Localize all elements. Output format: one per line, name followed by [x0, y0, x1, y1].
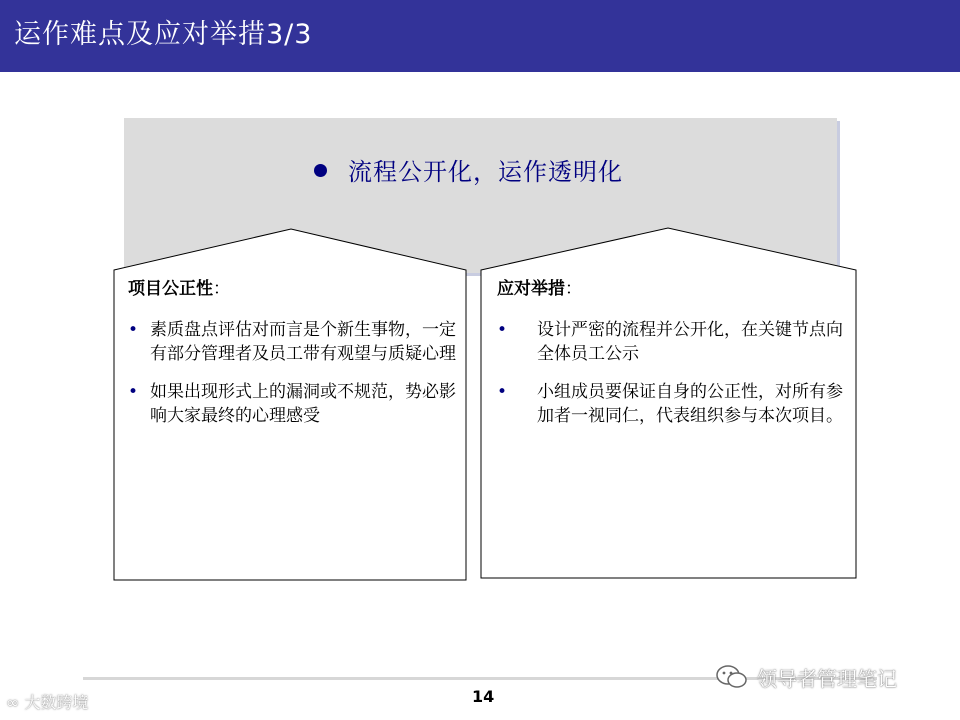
- left-card: [128, 276, 463, 442]
- list-item: • 设计严密的流程并公开化，在关键节点向全体员工公示: [497, 320, 843, 364]
- right-card-heading: 应对举措：: [497, 279, 582, 299]
- bullet-icon: •: [128, 382, 139, 402]
- bullet-icon: •: [497, 382, 508, 402]
- banner-text: 流程公开化，运作透明化: [348, 158, 623, 186]
- list-item: • 素质盘点评估对而言是个新生事物，一定有部分管理者及员工带有观望与质疑心理: [128, 320, 456, 364]
- left-card-heading: 项目公正性：: [128, 279, 230, 299]
- watermark-logo-icon: ∞: [6, 693, 25, 712]
- page-title: 运作难点及应对举措3/3: [14, 19, 313, 50]
- watermark-left: ∞ 大数跨境: [6, 693, 89, 712]
- wechat-icon: [715, 664, 749, 690]
- list-item: • 小组成员要保证自身的公正性，对所有参加者一视同仁，代表组织参与本次项目。: [497, 382, 843, 426]
- bullet-icon: •: [128, 320, 139, 340]
- list-item: • 如果出现形式上的漏洞或不规范，势必影响大家最终的心理感受: [128, 382, 456, 426]
- bullet-icon: •: [497, 320, 508, 340]
- right-card: [497, 276, 847, 442]
- watermark-right: 领导者管理笔记: [715, 662, 897, 692]
- page-number: 14: [472, 687, 495, 706]
